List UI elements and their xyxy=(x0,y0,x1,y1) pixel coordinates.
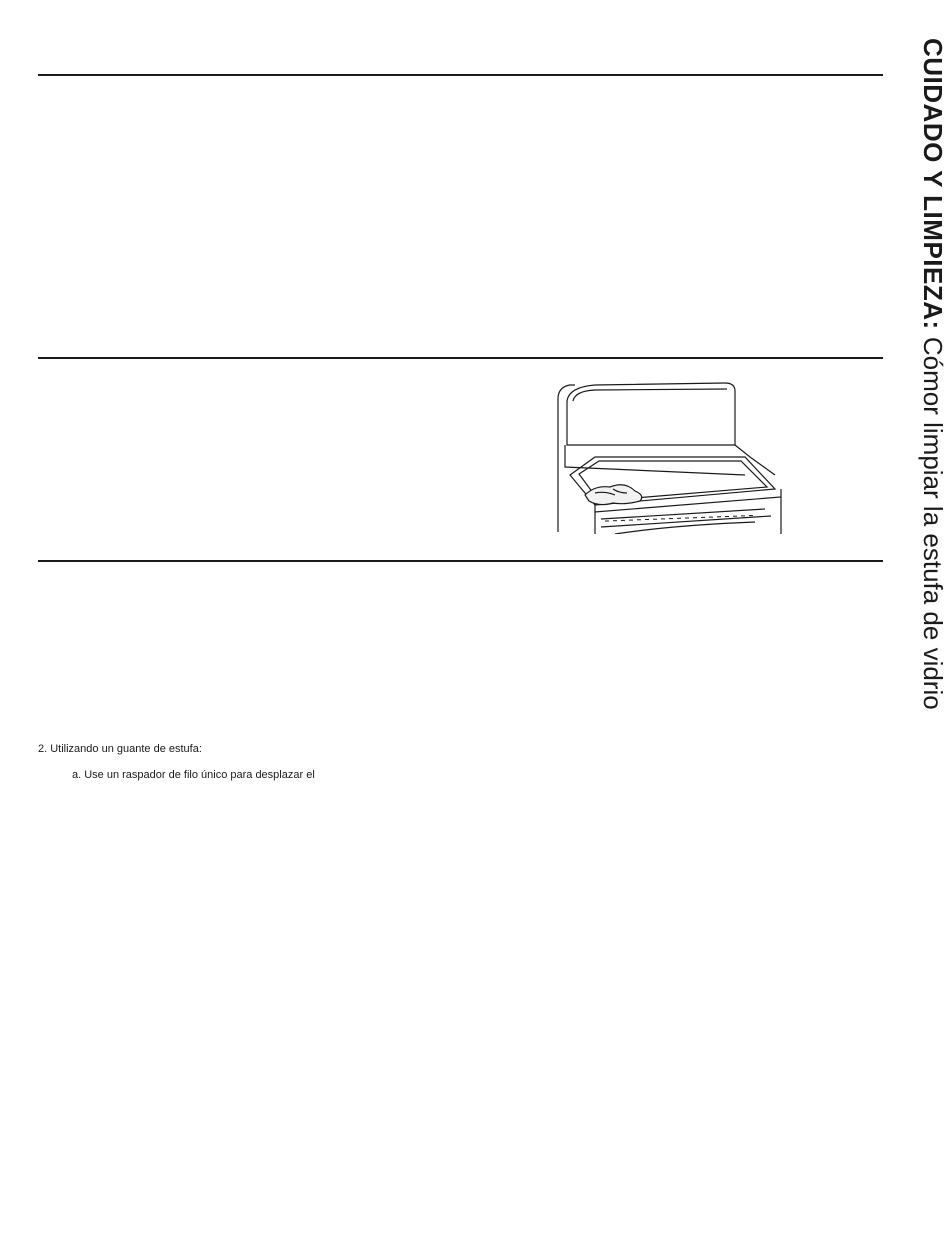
step-2-text: 2. Utilizando un guante de estufa: xyxy=(38,743,202,755)
section-title-vertical xyxy=(918,38,950,883)
section-title-bold: CUIDADO Y LIMPIEZA: xyxy=(918,38,948,330)
section-divider-middle xyxy=(38,357,883,359)
section-title-subtitle: Cómor limpiar la estufa de vidrio xyxy=(918,329,948,710)
section-divider-top xyxy=(38,74,883,76)
step-2a-text: a. Use un raspador de filo único para desplazar el xyxy=(72,769,315,781)
section-divider-lower xyxy=(38,560,883,562)
range-cleaning-illustration xyxy=(555,377,785,534)
